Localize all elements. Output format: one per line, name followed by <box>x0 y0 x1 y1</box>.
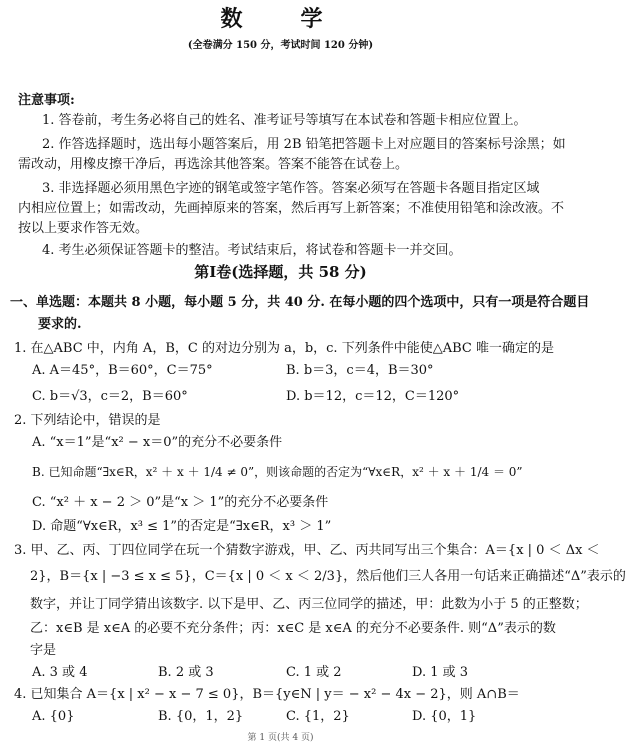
q1-option-d: D. b＝12，c＝12，C＝120° <box>286 389 460 404</box>
exam-subtitle: (全卷满分 150 分，考试时间 120 分钟) <box>187 40 374 51</box>
notice-item-3-line-1: 3. 非选择题必须用黑色字迹的钢笔或签字笔作答。答案必须写在答题卡各题目指定区域 <box>42 181 540 196</box>
q3-stem-line-3: 数字，并让丁同学猜出该数字. 以下是甲、乙、丙三位同学的描述，甲：此数为小于 5 的正整数； <box>30 597 588 612</box>
q1-option-a: A. A＝45°，B＝60°，C＝75° <box>32 363 213 378</box>
q4-option-b: B. {0，1，2} <box>158 709 244 724</box>
part-heading-line-1: 一、单选题：本题共 8 小题，每小题 5 分，共 40 分. 在每小题的四个选项中，只有一项是符合题目 <box>10 295 590 310</box>
q3-stem-line-4: 乙：x∈B 是 x∈A 的必要不充分条件；丙：x∈C 是 x∈A 的充分不必要条件. 则“Δ”表示的数 <box>30 621 556 636</box>
q4-option-a: A. {0} <box>32 709 75 724</box>
notice-item-2-line-2: 需改动，用橡皮擦干净后，再选涂其他答案。答案不能答在试卷上。 <box>18 157 409 172</box>
q3-stem-line-2: 2}，B＝{x | −3 ≤ x ≤ 5}，C＝{x | 0 ＜ x ＜ 2/3}，然后他们三人各用一句话来正确描述“Δ”表示的 <box>30 569 626 584</box>
q1-option-c: C. b＝√3，c＝2，B＝60° <box>32 389 188 404</box>
notice-item-1: 1. 答卷前，考生务必将自己的姓名、准考证号等填写在本试卷和答题卡相应位置上。 <box>42 113 527 128</box>
q3-option-a: A. 3 或 4 <box>32 665 88 680</box>
notice-heading: 注意事项: <box>18 93 75 108</box>
notice-item-3-line-2: 内相应位置上；如需改动，先画掉原来的答案，然后再写上新答案；不准使用铅笔和涂改液。不 <box>18 201 565 216</box>
q2-option-a: A. “x＝1”是“x² − x＝0”的充分不必要条件 <box>32 435 283 450</box>
part-heading-line-2: 要求的. <box>38 317 82 332</box>
q2-stem: 2. 下列结论中，错误的是 <box>14 413 161 428</box>
q3-stem-line-1: 3. 甲、乙、丙、丁四位同学在玩一个猜数字游戏，甲、乙、丙共同写出三个集合：A＝{x | 0 ＜ Δx ＜ <box>14 543 600 558</box>
q3-option-c: C. 1 或 2 <box>286 665 342 680</box>
q4-option-d: D. {0，1} <box>412 709 477 724</box>
section-title: 第Ⅰ卷(选择题，共 58 分) <box>194 263 367 281</box>
q2-option-d: D. 命题“∀x∈R，x³ ≤ 1”的否定是“∃x∈R，x³ ＞ 1” <box>32 519 332 534</box>
page-footer: 第 1 页(共 4 页) <box>247 733 314 743</box>
q3-stem-line-5: 字是 <box>30 643 57 658</box>
q2-option-c: C. “x² ＋ x − 2 ＞ 0”是“x ＞ 1”的充分不必要条件 <box>32 495 329 510</box>
q3-option-d: D. 1 或 3 <box>412 665 469 680</box>
page-title: 数 学 <box>220 7 341 32</box>
q4-stem: 4. 已知集合 A＝{x | x² − x − 7 ≤ 0}，B＝{y∈N | y＝ − x² − 4x − 2}，则 A∩B＝ <box>14 687 520 702</box>
notice-item-2-line-1: 2. 作答选择题时，选出每小题答案后，用 2B 铅笔把答题卡上对应题目的答案标号涂黑；如 <box>42 137 566 152</box>
q4-option-c: C. {1，2} <box>286 709 350 724</box>
q1-option-b: B. b＝3，c＝4，B＝30° <box>286 363 434 378</box>
notice-item-4: 4. 考生必须保证答题卡的整洁。考试结束后，将试卷和答题卡一并交回。 <box>42 243 462 258</box>
q3-option-b: B. 2 或 3 <box>158 665 214 680</box>
q2-option-b: B. 已知命题“∃x∈R，x² ＋ x ＋ 1/4 ≠ 0”，则该命题的否定为“∀x∈R，x² ＋ x ＋ 1/4 ＝ 0” <box>32 465 523 479</box>
notice-item-3-line-3: 按以上要求作答无效。 <box>18 221 149 236</box>
q1-stem: 1. 在△ABC 中，内角 A，B，C 的对边分别为 a，b，c. 下列条件中能使△ABC 唯一确定的是 <box>14 341 554 356</box>
